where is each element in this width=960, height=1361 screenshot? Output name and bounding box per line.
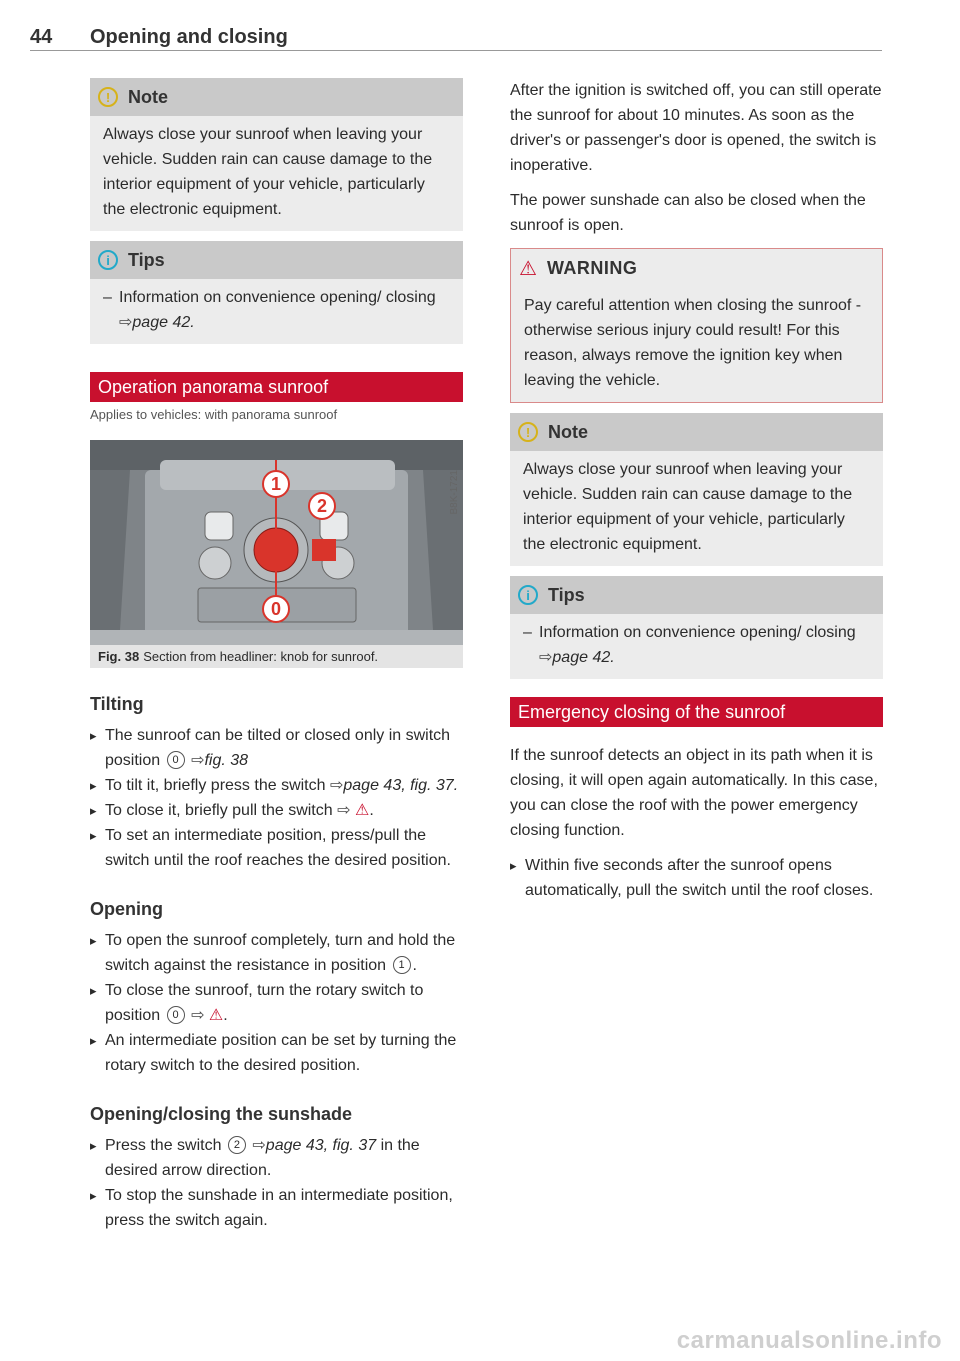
position-symbol: 2 (228, 1136, 246, 1154)
note-title: Note (128, 86, 168, 107)
paragraph: After the ignition is switched off, you can still operate the sunroof for about 10 minutes. As soon as the driver's or passenger's door is opened, the switch is inoperative. (510, 82, 882, 174)
position-symbol: 1 (393, 956, 411, 974)
note-header (90, 78, 463, 116)
note-title: Note (548, 421, 588, 442)
figure-code: B8K-1721 (449, 470, 460, 515)
note-icon: ! (518, 422, 538, 442)
list-item: ▸ To close the sunroof, turn the rotary switch to position 0 ⇨ ⚠. (90, 978, 463, 1028)
callout-0: 0 (262, 595, 290, 623)
list-item: ▸ To set an intermediate position, press/pull the switch until the roof reaches the desired position. (90, 823, 463, 873)
page-link[interactable]: page 43, fig. 37 (265, 1137, 377, 1154)
tilting-steps (90, 723, 463, 873)
section-heading-panorama: Operation panorama sunroof (90, 372, 463, 402)
list-item: ▸ Within five seconds after the sunroof opens automatically, pull the switch until the roof closes. (510, 853, 883, 903)
page-header (30, 24, 882, 51)
tips-header (90, 241, 463, 279)
arrow-right-icon: ⇨ (252, 1137, 266, 1154)
warning-triangle-icon[interactable]: ⚠ (208, 1007, 224, 1024)
tips-box (90, 241, 463, 344)
note-text: Always close your sunroof when leaving your vehicle. Sudden rain can cause damage to the interior equipment of your vehicle, particularly the electronic equipment. (523, 461, 853, 553)
tips-item-text: Information on convenience opening/ closing (539, 624, 856, 641)
list-item: ▸ To close it, briefly pull the switch ⇨ ⚠. (90, 798, 463, 823)
warning-text: Pay careful attention when closing the sunroof - otherwise serious injury could result! For this reason, always remove the ignition key when leaving the vehicle. (524, 297, 862, 389)
sunshade-steps (90, 1133, 463, 1233)
page-number: 44 (30, 26, 53, 48)
list-item: ▸ The sunroof can be tilted or closed only in switch position 0 ⇨fig. 38 (90, 723, 463, 773)
opening-heading: Opening (90, 899, 163, 919)
warning-header (511, 249, 882, 287)
list-item: ▸ To tilt it, briefly press the switch ⇨page 43, fig. 37. (90, 773, 463, 798)
arrow-right-icon: ⇨ (191, 1007, 205, 1024)
note-icon: ! (98, 87, 118, 107)
right-column (510, 78, 883, 903)
callout-2: 2 (308, 492, 336, 520)
warning-triangle-icon: ⚠ (519, 257, 537, 280)
tips-title: Tips (128, 249, 165, 270)
note-header (510, 413, 883, 451)
tips-body (90, 279, 463, 344)
position-symbol: 0 (167, 751, 185, 769)
figure-caption-text: Section from headliner: knob for sunroof. (143, 649, 379, 664)
callout-1: 1 (262, 470, 290, 498)
tips-body (510, 614, 883, 679)
section-title: Opening and closing (90, 26, 288, 48)
emergency-steps (510, 853, 883, 903)
note-box (90, 78, 463, 231)
watermark: carmanualsonline.info (676, 1327, 942, 1354)
figure-38 (90, 440, 463, 668)
position-symbol: 0 (167, 1006, 185, 1024)
figure-link[interactable]: fig. 38 (204, 752, 249, 769)
info-icon: i (518, 585, 538, 605)
applies-to-text: Applies to vehicles: with panorama sunroof (90, 407, 338, 422)
page-link[interactable]: page 43, fig. 37. (343, 777, 459, 794)
info-icon: i (98, 250, 118, 270)
tips-box (510, 576, 883, 679)
tips-item-link[interactable]: page 42. (132, 314, 195, 331)
tips-item (103, 285, 449, 335)
paragraph: If the sunroof detects an object in its path when it is closing, it will open again automatically. In this case, you can close the roof with the power emergency closing function. (510, 747, 878, 839)
left-column (90, 78, 463, 1233)
warning-triangle-icon[interactable]: ⚠ (354, 802, 370, 819)
opening-steps (90, 928, 463, 1078)
arrow-right-icon: ⇨ (119, 314, 133, 331)
tilting-heading: Tilting (90, 694, 144, 714)
arrow-right-icon: ⇨ (337, 802, 351, 819)
note-box (510, 413, 883, 566)
section-heading-emergency: Emergency closing of the sunroof (510, 697, 883, 727)
warning-box (510, 248, 883, 403)
note-text: Always close your sunroof when leaving your vehicle. Sudden rain can cause damage to the interior equipment of your vehicle, particularly the electronic equipment. (103, 126, 433, 218)
sunshade-heading: Opening/closing the sunshade (90, 1104, 353, 1124)
figure-caption (90, 646, 463, 668)
list-item: ▸ To open the sunroof completely, turn and hold the switch against the resistance in position 1 . (90, 928, 463, 978)
arrow-right-icon: ⇨ (329, 777, 344, 794)
list-item: ▸ Press the switch 2 ⇨page 43, fig. 37 in the desired arrow direction. (90, 1133, 463, 1183)
list-item: ▸ An intermediate position can be set by turning the rotary switch to the desired position. (90, 1028, 463, 1078)
tips-item-text: Information on convenience opening/ closing (119, 289, 436, 306)
list-item: ▸ To stop the sunshade in an intermediate position, press the switch again. (90, 1183, 463, 1233)
figure-label: Fig. 38 (98, 649, 140, 664)
arrow-right-icon: ⇨ (191, 752, 205, 769)
warning-title: WARNING (546, 257, 638, 278)
arrow-right-icon: ⇨ (539, 649, 553, 666)
tips-header (510, 576, 883, 614)
tips-title: Tips (548, 584, 585, 605)
tips-item-link[interactable]: page 42. (552, 649, 615, 666)
paragraph: The power sunshade can also be closed when the sunroof is open. (510, 192, 866, 234)
tips-item (523, 620, 869, 670)
